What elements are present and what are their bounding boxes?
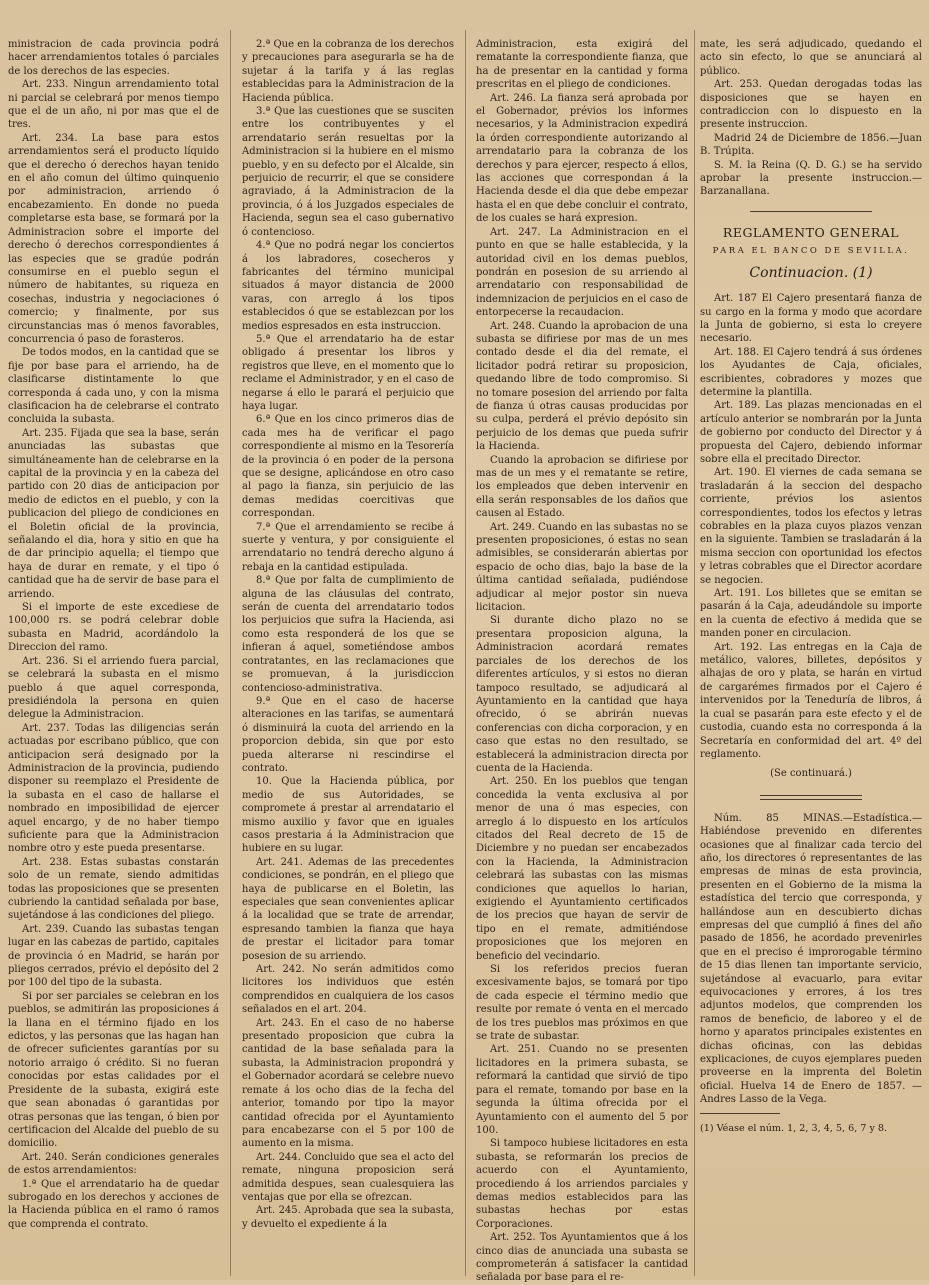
- paragraph: Art. 249. Cuando en las subastas no se presenten proposiciones, ó estas no sean admisibles, se considerarán abiertas por espacio de ocho dias, bajo la base de la última cantidad señalada, pudiéndose adjudicar al mejor postor sin nueva licitacion.: [476, 521, 688, 614]
- paragraph: 7.ª Que el arrendamiento se recibe á suerte y ventura, y por consiguiente el arrendatario no tendrá derecho alguno á rebaja en la cantidad estipulada.: [242, 521, 454, 573]
- column-2: [242, 38, 454, 1274]
- paragraph: Art. 252. Tos Ayuntamientos que á los cinco dias de anunciada una subasta se comprometerán á satisfacer la cantidad señalada por base para el re-: [476, 1232, 688, 1284]
- paragraph: Núm. 85 MINAS.—Estadística.—Habiéndose prevenido en diferentes ocasiones que al finalizar cada tercio del año, los directores ó representantes de las empresas de minas de esta provincia, presenten en el Gobierno de la misma la estadística del tercio que corresponda, y hallándose aun en descubierto dichas empresas del que cumplió á fines del año pasado de 1856, he acordado prevenirles que en el preciso é improrogable término de 15 dias llenen tan importante servicio, sujetándose al evacuarlo, para evitar equivocaciones y errores, á los tres adjuntos modelos, que comprenden los ramos de beneficio, de laboreo y el de horno y aparatos principales existentes en dichas oficinas, con las debidas explicaciones, de cuyos ejemplares pueden proveerse en la imprenta del Boletin oficial. Huelva 14 de Enero de 1857. —Andres Lasso de la Vega.: [700, 812, 922, 1106]
- paragraph: Art. 187 El Cajero presentará fianza de su cargo en la forma y modo que acordare la Junta de gobierno, si esta lo creyere necesario.: [700, 293, 922, 345]
- paragraph: Art. 235. Fijada que sea la base, serán anunciadas las subastas que simultáneamente han de celebrarse en la capital de la provincia y en la cabeza del partido con 20 dias de anticipacion por medio de edictos en el pueblo, y con la publicacion del pliego de condiciones en el Boletin oficial de la provincia, señalando el dia, hora y sitio en que ha de dar principio aquella; el tiempo que haya de durar en remate, y el tipo ó cantidad que ha de servir de base para el arriendo.: [8, 427, 219, 600]
- paragraph: Art. 243. En el caso de no haberse presentado proposicion que cubra la cantidad de la base señalada para la subasta, la Administracion propondrá y el Gobernador acordará se celebre nuevo remate á los ocho dias de la fecha del anterior, tomando por tipo la mayor cantidad ofrecida por el Ayuntamiento para encabezarse con el 5 por 100 de aumento en la misma.: [242, 1017, 454, 1150]
- paragraph: Art. 188. El Cajero tendrá á sus órdenes los Ayudantes de Caja, oficiales, escribientes, cobradores y mozes que determine la plantilla.: [700, 346, 922, 398]
- continue-note: (Se continuará.): [770, 768, 852, 780]
- paragraph: Art. 246. La fianza será aprobada por el Gobernador, prévios los informes necesarios, y la Administracion expedirá la órden correspondiente autorizando al arrendatario para la cobranza de los derechos y para ejercer, respecto á ellos, las acciones que correspondan á la Hacienda desde el dia que debe empezar hasta el en que debe concluir el contrato, de los cuales se hará expresion.: [476, 92, 688, 225]
- paragraph: 1.ª Que el arrendatario ha de quedar subrogado en los derechos y acciones de la Hacienda pública en el ramo ó ramos que comprenda el contrato.: [8, 1178, 219, 1230]
- paragraph: Art. 237. Todas las diligencias serán actuadas por escribano público, que con anticipacion será designado por la Administracion de la provincia, pudiendo disponer su reemplazo el Presidente de la subasta en el caso de hallarse el nombrado en imposibilidad de ejercer aquel encargo, y de no haber tiempo suficiente para que la Administracion nombre otro y este pueda presentarse.: [8, 722, 219, 855]
- paragraph: De todos modos, en la cantidad que se fije por base para el arriendo, ha de clasificarse distintamente lo que corresponda á cada uno, y con la misma clasificacion ha de celebrarse el contrato concluida la subasta.: [8, 347, 219, 426]
- column-rule: [694, 30, 695, 1276]
- paragraph: ministracion de cada provincia podrá hacer arrendamientos totales ó parciales de los derechos de las especies.: [8, 39, 219, 77]
- section-divider: [750, 211, 872, 212]
- paragraph: 4.ª Que no podrá negar los conciertos á los labradores, cosecheros y fabricantes del término municipal situados á mayor distancia de 2000 varas, con arreglo á los tipos establecidos ó que se establezcan por los medios espresados en esta instruccion.: [242, 240, 454, 332]
- paragraph: Si los referidos precios fueran excesivamente bajos, se tomará por tipo de cada especie el término medio que resulte por remate ó venta en el mercado de los tres pueblos mas próximos en que se trate de subastar.: [476, 964, 688, 1043]
- paragraph: Art. 247. La Administracion en el punto en que se halle establecida, y la autoridad civil en los demas pueblos, pondrán en posesion de su arriendo al arrendatario con responsabilidad de indemnizacion de perjuicios en el caso de entorpecerse la recaudacion.: [476, 226, 688, 319]
- column-4: [700, 38, 922, 1274]
- paragraph: Art. 236. Si el arriendo fuera parcial, se celebrará la subasta en el mismo pueblo á que aquel corresponda, presidiéndola la persona en quien delegue la Administracion.: [8, 655, 219, 721]
- paragraph: 5.ª Que el arrendatario ha de estar obligado á presentar los libros y registros que lleve, en el momento que lo reclame el Administrador, y en el caso de negarse á ello le parará el perjuicio que haya lugar.: [242, 333, 454, 412]
- paragraph: Art. 239. Cuando las subastas tengan lugar en las cabezas de partido, capitales de provincia ó en Madrid, se harán por pliegos cerrados, prévio el depósito del 2 por 100 del tipo de la subasta.: [8, 923, 219, 989]
- paragraph: Art. 234. La base para estos arrendamientos será el producto líquido que el derecho ó derechos hayan tenido en el año comun del último quinquenio por administracion, arriendo ó encabezamiento. En donde no pueda completarse esta base, se formará por la Administracion sobre el importe del derecho ó derechos correspondientes á las especies que se gradúe podrán consumirse en el pueblo segun el número de habitantes, su riqueza en cosechas, industria y negociaciones ó comercio; y finalmente, por sus circunstancias mas ó menos favorables, concurrencia ó paso de forasteros.: [8, 132, 219, 345]
- paragraph: 3.ª Que las cuestiones que se susciten entre los contribuyentes y el arrendatario serán resueltas por la Administracion si la hubiere en el mismo pueblo, y en su defecto por el Alcalde, sin perjuicio de recurrir, el que se considere agraviado, á la Administracion de la provincia, ó á los Juzgados especiales de Hacienda, segun sea el caso gubernativo ó contencioso.: [242, 106, 454, 238]
- section-divider: [760, 795, 862, 800]
- paragraph: Art. 245. Aprobada que sea la subasta, y devuelto el expediente á la: [242, 1205, 454, 1230]
- section-subheading: PARA EL BANCO DE SEVILLA.: [712, 246, 910, 257]
- column-1: [8, 38, 219, 1274]
- paragraph: Art. 244. Concluido que sea el acto del remate, ninguna proposicion será admitida despues, sean cualesquiera las ventajas que por ella se ofrezcan.: [242, 1151, 454, 1203]
- paragraph: 9.ª Que en el caso de hacerse alteraciones en las tarifas, se aumentará ó disminuirá la cuota del arriendo en la proporcion debida, sin que por esto pueda alterarse ni rescindirse el contrato.: [242, 695, 454, 774]
- footnote: (1) Véase el núm. 1, 2, 3, 4, 5, 6, 7 y 8.: [700, 1122, 888, 1134]
- paragraph: Cuando la aprobacion se difiriese por mas de un mes y el rematante se retire, los empleados que deben intervenir en ella serán responsables de los daños que causen al Estado.: [476, 454, 688, 520]
- paragraph: Art. 191. Los billetes que se emitan se pasarán á la Caja, adeudándole su importe en la cuenta de efectivo á medida que se manden poner en circulacion.: [700, 588, 922, 640]
- paragraph: Art. 253. Quedan derogadas todas las disposiciones que se hayen en contradiccion con lo dispuesto en la presente instruccion.: [700, 79, 922, 131]
- paragraph: S. M. la Reina (Q. D. G.) se ha servido aprobar la presente instruccion.—Barzanallana.: [700, 159, 922, 198]
- paragraph: Si el importe de este excediese de 100,000 rs. se podrá celebrar doble subasta en Madrid, acordándolo la Direccion del ramo.: [8, 602, 219, 654]
- column-rule: [230, 30, 231, 1276]
- section-heading: REGLAMENTO GENERAL: [722, 224, 900, 240]
- paragraph: 10. Que la Hacienda pública, por medio de sus Autoridades, se compromete á prestar al arrendatario el mismo auxilio y favor que en iguales casos prestaria á la Administracion que hubiere en su lugar.: [242, 776, 454, 855]
- paragraph: 6.ª Que en los cinco primeros dias de cada mes ha de verificar el pago correspondiente al mismo en la Tesorería de la provincia ó en poder de la persona que se designe, aplicándose en otro caso al pago la fianza, sin perjuicio de las demas medidas coercitivas que correspondan.: [242, 414, 454, 520]
- paragraph: Si tampoco hubiese licitadores en esta subasta, se reformarán los precios de acuerdo con el Ayuntamiento, procediendo á los arriendos parciales y demas medios establecidos para las subastas hechas por estas Corporaciones.: [476, 1138, 688, 1230]
- paragraph: Madrid 24 de Diciembre de 1856.—Juan B. Trúpita.: [700, 132, 922, 158]
- paragraph: Art. 242. No serán admitidos como licitores los individuos que estén comprendidos en cualquiera de los casos señalados en el art. 204.: [242, 964, 454, 1016]
- paragraph: Si durante dicho plazo no se presentara proposicion alguna, la Administracion acordará remates parciales de los derechos de los diferentes artículos, y si estos no dieran tampoco resultado, se adjudicará al Ayuntamiento en la cantidad que haya ofrecido, ó se abrirán nuevas conferencias con dicha corporacion, y en caso que estas no den resultado, se establecerá la administracion directa por cuenta de la Hacienda.: [476, 615, 688, 774]
- paragraph: 8.ª Que por falta de cumplimiento de alguna de las cláusulas del contrato, serán de cuenta del arrendatario todos los perjuicios que sufra la Hacienda, asi como esta responderá de los que se infieran á aquel, sometiéndose ambos contratantes, en las reclamaciones que se promuevan, á la jurisdiccion contencioso-administrativa.: [242, 575, 454, 694]
- paragraph: Art. 250. En los pueblos que tengan concedida la venta exclusiva al por menor de una ó mas especies, con arreglo á lo dispuesto en los artículos citados del Real decreto de 15 de Diciembre y no puedan ser encabezados con la Hacienda, la Administracion celebrará las subastas con las mismas condiciones que aquellos lo harian, exigiendo el Ayuntamiento certificados de los precios que hayan de servir de tipo en el remate, admitiéndose proposiciones que los mejoren en beneficio del vecindario.: [476, 776, 688, 962]
- paragraph: Art. 241. Ademas de las precedentes condiciones, se pondrán, en el pliego que haya de publicarse en el Boletin, las especiales que sean convenientes aplicar á la localidad que se trate de arrendar, espresando tambien la fianza que haya de prestar el licitador para tomar posesion de su arriendo.: [242, 856, 454, 962]
- column-3: [476, 38, 688, 1284]
- continuation-label: Continuacion. (1): [749, 264, 873, 281]
- paragraph: Art. 240. Serán condiciones generales de estos arrendamientos:: [8, 1151, 219, 1177]
- paragraph: Art. 190. El viernes de cada semana se trasladarán á la seccion del despacho corriente, prévios los asientos correspondientes, todos los efectos y letras cobrables en la plaza cuyos plazos venzan en la siguiente. Tambien se trasladarán á la misma seccion con oportunidad los efectos y letras cobrables que el Director acordare se negocien.: [700, 467, 922, 586]
- column-rule: [465, 30, 466, 1276]
- paragraph: Art. 233. Ningun arrendamiento total ni parcial se celebrará por menos tiempo que el de un año, ni por mas que el de tres.: [8, 79, 219, 131]
- paragraph: Art. 192. Las entregas en la Caja de metálico, valores, billetes, depósitos y alhajas de oro y plata, se harán en virtud de cargarémes firmados por el Cajero é intervenidos por la Teneduría de libros, á la cual se pasarán para este efecto y el de custodia, cuando esta no corresponda á la Secretaría en conformidad del art. 4º del reglamento.: [700, 641, 922, 760]
- paragraph: Si por ser parciales se celebran en los pueblos, se admitirán las proposiciones á la llana en el término fijado en los edictos, y las personas que las hagan han de ofrecer suficientes garantías por su notorio arraigo ó crédito. Si no fueran conocidas por estas calidades por el Presidente de la subasta, exigirá este que sean abonadas ó garantidas por otras personas que las tengan, ó bien por certificacion del Alcalde del pueblo de su domicilio.: [8, 990, 219, 1150]
- paragraph: Art. 251. Cuando no se presenten licitadores en la primera subasta, se reformará la cantidad que sirvió de tipo para el remate, tomando por base en la segunda la última ofrecida por el Ayuntamiento con el aumento del 5 por 100.: [476, 1044, 688, 1136]
- paragraph: mate, les será adjudicado, quedando el acto sin efecto, lo que se anunciará al público.: [700, 39, 922, 77]
- paragraph: Administracion, esta exigirá del rematante la correspondiente fianza, que ha de presentar en la cantidad y forma prescritas en el pliego de condiciones.: [476, 39, 688, 91]
- paragraph: Art. 248. Cuando la aprobacion de una subasta se difiriese por mas de un mes contado desde el dia del remate, el licitador podrá retirar su proposicion, quedando libre de todo compromiso. Si no tomare posesion del arriendo por falta de fianza ú otras causas producidas por su culpa, perderá el prévio depósito sin perjuicio de los demas que pueda sufrir la Hacienda.: [476, 320, 688, 453]
- paragraph: 2.ª Que en la cobranza de los derechos y precauciones para asegurarla se ha de sujetar á la tarifa y á las reglas establecidas para la Administracion de la Hacienda pública.: [242, 39, 454, 104]
- footnote-rule: [700, 1113, 780, 1114]
- paragraph: Art. 238. Estas subastas constarán solo de un remate, siendo admitidas todas las proposiciones que se presenten cubriendo la cantidad señalada por base, sujetándose á las condiciones del pliego.: [8, 856, 219, 922]
- paragraph: Art. 189. Las plazas mencionadas en el artículo anterior se nombrarán por la Junta de gobierno por conducto del Director y á propuesta del Cajero, debiendo informar sobre ella el precitado Director.: [700, 400, 922, 465]
